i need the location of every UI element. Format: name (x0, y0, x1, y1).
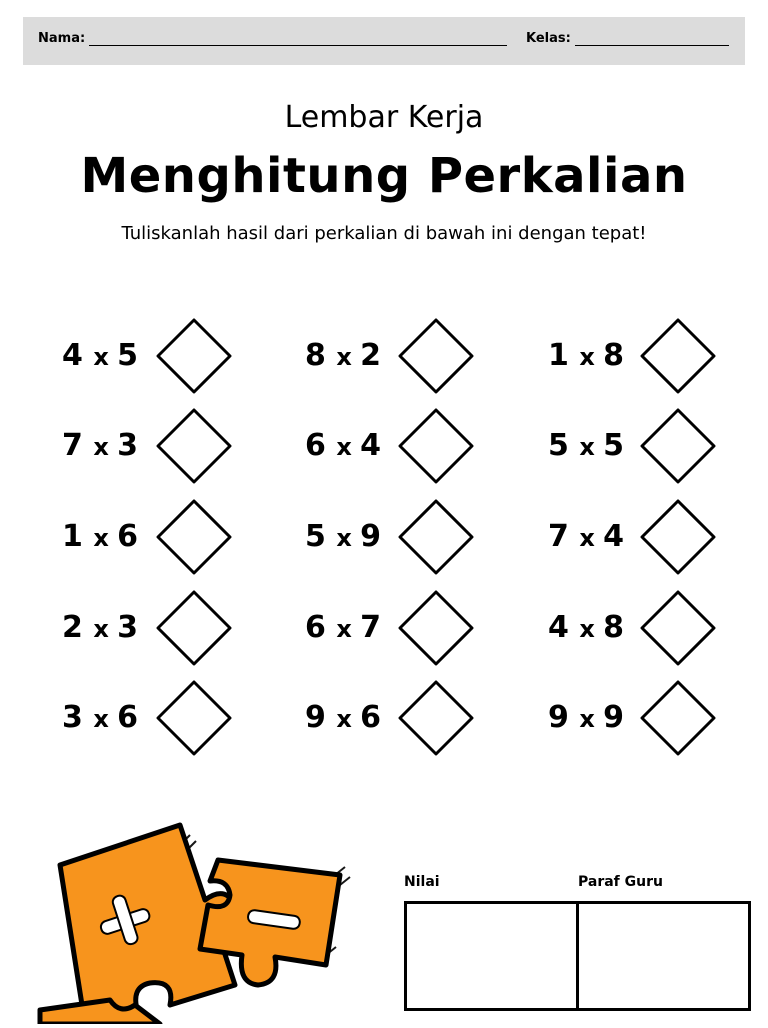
name-field[interactable] (38, 31, 507, 46)
score-table (404, 901, 751, 1011)
times-operator: x (336, 524, 361, 552)
diamond-icon (398, 590, 474, 666)
factor-b: 5 (603, 428, 625, 463)
diamond-icon (156, 318, 232, 394)
multiplication-problem (305, 338, 405, 375)
multiplication-problem (62, 428, 162, 465)
worksheet-title: Menghitung Perkalian (80, 148, 688, 204)
answer-diamond-box[interactable] (398, 590, 454, 646)
factor-a: 1 (62, 519, 83, 554)
diamond-icon (640, 499, 716, 575)
multiplication-problem (62, 519, 162, 556)
factor-a: 7 (62, 428, 83, 463)
factor-a: 9 (305, 700, 326, 735)
class-field[interactable] (526, 31, 729, 46)
signature-label: Paraf Guru (578, 874, 663, 890)
times-operator: x (579, 524, 604, 552)
puzzle-pieces-icon (30, 815, 360, 1028)
diamond-icon (640, 680, 716, 756)
factor-a: 9 (548, 700, 569, 735)
factor-a: 4 (62, 338, 83, 373)
multiplication-problem (62, 610, 162, 647)
factor-a: 3 (62, 700, 83, 735)
diamond-icon (398, 408, 474, 484)
diamond-icon (156, 680, 232, 756)
name-line[interactable] (89, 33, 507, 46)
diamond-icon (156, 408, 232, 484)
worksheet-subtitle: Lembar Kerja (284, 100, 484, 135)
answer-diamond-box[interactable] (156, 680, 212, 736)
answer-diamond-box[interactable] (156, 318, 212, 374)
diamond-icon (398, 680, 474, 756)
factor-a: 5 (548, 428, 569, 463)
times-operator: x (579, 615, 604, 643)
header-bar (23, 17, 745, 65)
answer-diamond-box[interactable] (398, 318, 454, 374)
factor-a: 5 (305, 519, 326, 554)
multiplication-problem (548, 428, 648, 465)
factor-b: 3 (117, 428, 139, 463)
diamond-icon (156, 590, 232, 666)
diamond-icon (398, 318, 474, 394)
factor-b: 6 (117, 519, 139, 554)
times-operator: x (579, 343, 604, 371)
times-operator: x (93, 343, 118, 371)
diamond-icon (640, 318, 716, 394)
class-label: Kelas: (526, 31, 571, 46)
factor-b: 3 (117, 610, 139, 645)
answer-diamond-box[interactable] (398, 680, 454, 736)
answer-diamond-box[interactable] (398, 499, 454, 555)
times-operator: x (93, 615, 118, 643)
name-label: Nama: (38, 31, 86, 46)
factor-a: 1 (548, 338, 569, 373)
times-operator: x (579, 705, 604, 733)
factor-b: 6 (360, 700, 382, 735)
factor-a: 6 (305, 610, 326, 645)
times-operator: x (336, 615, 361, 643)
answer-diamond-box[interactable] (640, 408, 696, 464)
multiplication-problem (305, 610, 405, 647)
diamond-icon (398, 499, 474, 575)
multiplication-problem (305, 428, 405, 465)
multiplication-problem (62, 338, 162, 375)
times-operator: x (336, 705, 361, 733)
times-operator: x (93, 705, 118, 733)
answer-diamond-box[interactable] (640, 590, 696, 646)
factor-b: 8 (603, 338, 625, 373)
times-operator: x (93, 433, 118, 461)
diamond-icon (156, 499, 232, 575)
multiplication-problem (548, 610, 648, 647)
factor-a: 2 (62, 610, 83, 645)
times-operator: x (336, 343, 361, 371)
factor-a: 7 (548, 519, 569, 554)
factor-b: 4 (603, 519, 625, 554)
factor-b: 5 (117, 338, 139, 373)
score-cell[interactable] (407, 904, 576, 1008)
class-line[interactable] (575, 33, 729, 46)
answer-diamond-box[interactable] (156, 499, 212, 555)
multiplication-problem (548, 338, 648, 375)
answer-diamond-box[interactable] (640, 318, 696, 374)
diamond-icon (640, 590, 716, 666)
multiplication-problem (305, 519, 405, 556)
multiplication-problem (548, 700, 648, 737)
times-operator: x (579, 433, 604, 461)
factor-b: 9 (603, 700, 625, 735)
factor-b: 8 (603, 610, 625, 645)
times-operator: x (93, 524, 118, 552)
multiplication-problem (305, 700, 405, 737)
factor-a: 6 (305, 428, 326, 463)
factor-a: 4 (548, 610, 569, 645)
multiplication-problem (62, 700, 162, 737)
answer-diamond-box[interactable] (640, 680, 696, 736)
diamond-icon (640, 408, 716, 484)
answer-diamond-box[interactable] (156, 408, 212, 464)
factor-b: 2 (360, 338, 382, 373)
answer-diamond-box[interactable] (640, 499, 696, 555)
signature-cell[interactable] (576, 904, 748, 1008)
factor-b: 9 (360, 519, 382, 554)
factor-b: 4 (360, 428, 382, 463)
multiplication-problem (548, 519, 648, 556)
score-label: Nilai (404, 874, 440, 890)
factor-a: 8 (305, 338, 326, 373)
answer-diamond-box[interactable] (156, 590, 212, 646)
times-operator: x (336, 433, 361, 461)
answer-diamond-box[interactable] (398, 408, 454, 464)
factor-b: 7 (360, 610, 382, 645)
factor-b: 6 (117, 700, 139, 735)
worksheet-instruction: Tuliskanlah hasil dari perkalian di bawah ini dengan tepat! (121, 223, 647, 244)
